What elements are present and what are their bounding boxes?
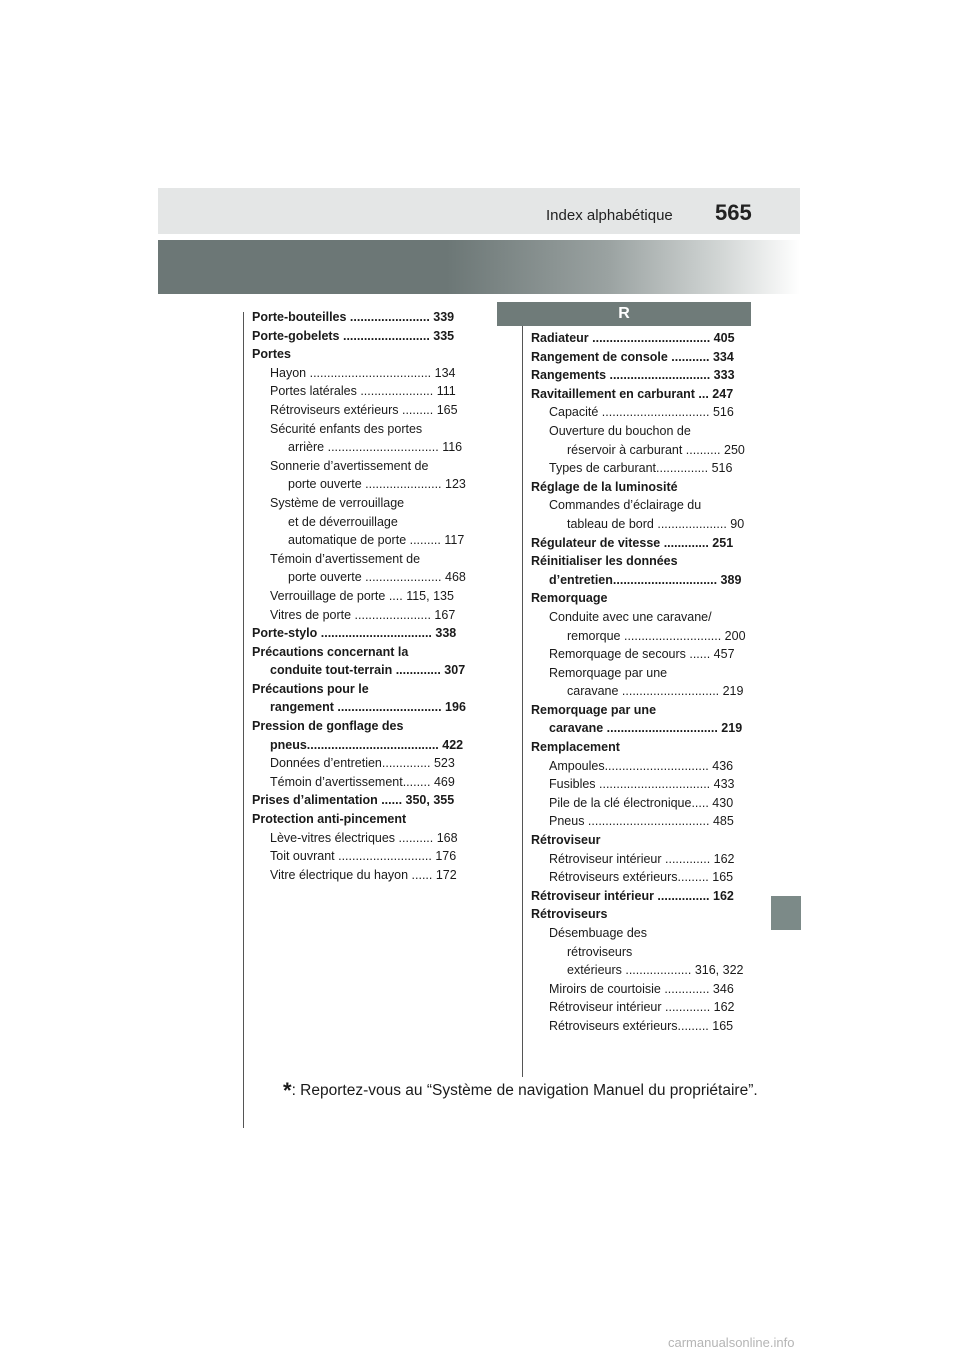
header-band <box>158 240 800 294</box>
index-entry: conduite tout-terrain ............. 307 <box>270 663 466 678</box>
page-number: 565 <box>715 200 752 225</box>
footnote <box>283 1078 758 1104</box>
footnote-text: : Reportez-vous au “Système de navigation Manuel du propriétaire”. <box>291 1082 758 1099</box>
index-entry: Radiateur .................................. 405 <box>531 331 735 345</box>
index-entry: Remplacement <box>531 740 620 755</box>
index-entry: Portes <box>252 347 291 362</box>
letter-heading: R <box>497 302 751 326</box>
index-entry: d’entretien.............................. 389 <box>549 572 742 587</box>
index-entry: Réinitialiser les données <box>531 554 678 569</box>
index-entry: pneus...................................... 422 <box>270 737 464 752</box>
index-entry: Porte-gobelets ......................... 335 <box>252 328 455 343</box>
index-entry: Précautions pour le <box>252 681 369 696</box>
column-divider-middle <box>522 312 523 1077</box>
index-entry: arrière ................................ 116 <box>288 440 463 455</box>
index-entry: Vitre électrique du hayon ...... 172 <box>270 867 457 882</box>
index-entry: Miroirs de courtoisie ............. 346 <box>549 981 734 996</box>
index-entry: Rétroviseur <box>531 833 601 848</box>
index-entry: Verrouillage de porte .... 115, 135 <box>270 588 454 603</box>
index-entry: Protection anti-pincement <box>252 812 407 827</box>
index-entry: Précautions concernant la <box>252 644 409 659</box>
header-bar <box>158 188 800 234</box>
index-entry: Système de verrouillage <box>270 495 405 510</box>
index-entry: Pneus ................................... 485 <box>549 814 734 829</box>
index-entry: extérieurs ................... 316, 322 <box>567 963 744 978</box>
index-entry: Ouverture du bouchon de <box>549 423 691 438</box>
index-entry: tableau de bord .................... 90 <box>567 516 745 531</box>
index-entry: porte ouverte ...................... 468 <box>288 570 466 585</box>
footnote-marker: * <box>283 1078 292 1103</box>
index-entry: Rétroviseurs extérieurs......... 165 <box>549 870 734 885</box>
index-entry: rangement .............................. 196 <box>270 700 466 715</box>
index-entry: Ampoules.............................. 436 <box>549 758 734 773</box>
index-entry: Témoin d’avertissement de <box>270 551 421 566</box>
index-entry: rétroviseurs <box>567 944 633 959</box>
index-entry: Ravitaillement en carburant ... 247 <box>531 386 734 401</box>
index-entry: caravane ............................ 219 <box>567 684 744 699</box>
index-entry: Pile de la clé électronique..... 430 <box>549 795 734 810</box>
index-entry: Porte-bouteilles ....................... 339 <box>252 310 455 324</box>
index-entry: caravane ................................ 219 <box>549 721 743 736</box>
index-entry: Témoin d’avertissement........ 469 <box>270 774 455 789</box>
index-entry: Rétroviseur intérieur ............. 162 <box>549 1000 735 1015</box>
index-entry: Rétroviseur intérieur ............... 162 <box>531 888 734 903</box>
index-entry: Prises d’alimentation ...... 350, 355 <box>252 793 455 808</box>
column-divider-left <box>243 312 244 1128</box>
index-entry: remorque ............................ 200 <box>567 628 746 643</box>
index-entry: Porte-stylo ................................ 338 <box>252 626 457 641</box>
index-entry: Désembuage des <box>549 926 647 940</box>
index-entry: Hayon ................................... 134 <box>270 365 456 380</box>
index-entry: Rétroviseurs extérieurs ......... 165 <box>270 402 458 417</box>
index-entry: Capacité ............................... 516 <box>549 405 734 420</box>
section-title: Index alphabétique <box>546 207 673 224</box>
index-entry: Commandes d’éclairage du <box>549 498 702 513</box>
index-entry: Remorquage <box>531 591 608 606</box>
index-entry: Portes latérales ..................... 111 <box>270 384 456 399</box>
index-entry: Réglage de la luminosité <box>531 479 678 494</box>
watermark: carmanualsonline.info <box>668 1335 795 1350</box>
index-entry: Rangements ............................. 333 <box>531 368 735 383</box>
index-entry: Rangement de console ........... 334 <box>531 349 734 364</box>
index-entry: réservoir à carburant .......... 250 <box>567 442 745 457</box>
index-entry: Conduite avec une caravane/ <box>549 609 712 624</box>
index-entry: Données d’entretien.............. 523 <box>270 756 455 771</box>
index-entry: Rétroviseurs <box>531 907 608 922</box>
index-entry: Fusibles ................................ 433 <box>549 777 735 792</box>
index-entry: Toit ouvrant ........................... 176 <box>270 849 457 864</box>
index-entry: Sécurité enfants des portes <box>270 421 423 436</box>
index-entry: Vitres de porte ...................... 167 <box>270 607 456 622</box>
index-entry: Types de carburant............... 516 <box>549 461 733 476</box>
index-entry: Remorquage de secours ...... 457 <box>549 647 735 662</box>
thumb-index-tab <box>771 896 801 930</box>
index-entry: porte ouverte ...................... 123 <box>288 477 466 492</box>
index-entry: Sonnerie d’avertissement de <box>270 458 429 473</box>
index-entry: Remorquage par une <box>549 665 668 680</box>
index-entry: Rétroviseurs extérieurs......... 165 <box>549 1018 734 1033</box>
index-column-left <box>252 308 472 884</box>
index-column-right <box>531 329 751 1036</box>
index-entry: Pression de gonflage des <box>252 719 404 734</box>
index-entry: automatique de porte ......... 117 <box>288 533 465 548</box>
index-entry: Remorquage par une <box>531 702 657 717</box>
index-entry: et de déverrouillage <box>288 514 398 529</box>
index-entry: Rétroviseur intérieur ............. 162 <box>549 851 735 866</box>
index-entry: Régulateur de vitesse ............. 251 <box>531 535 734 550</box>
index-entry: Lève-vitres électriques .......... 168 <box>270 830 458 845</box>
